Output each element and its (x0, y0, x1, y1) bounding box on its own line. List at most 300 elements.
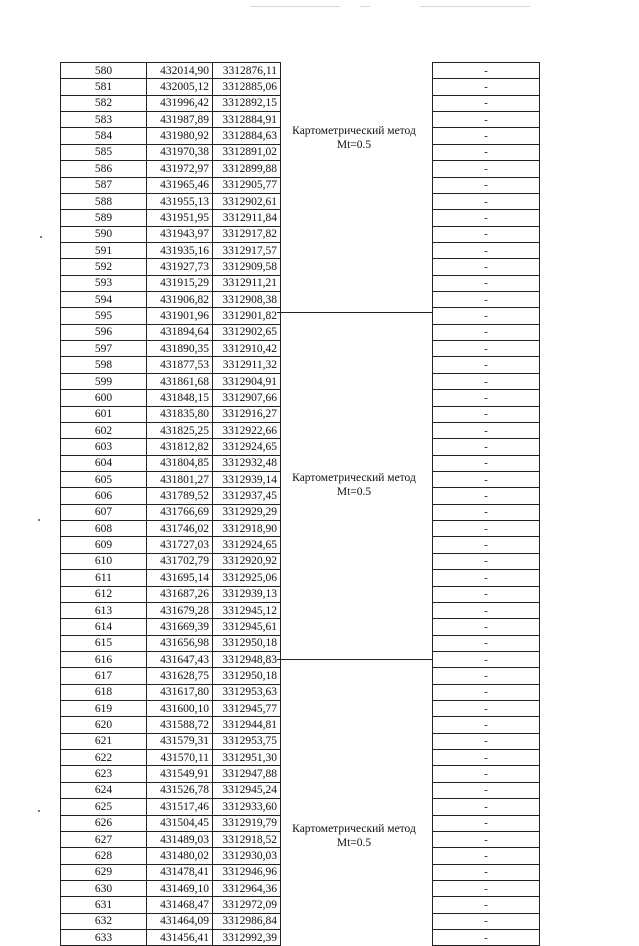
y-coordinate: 3312905,77 (213, 177, 281, 193)
x-coordinate: 431980,92 (147, 128, 213, 144)
x-coordinate: 431955,13 (147, 193, 213, 209)
point-number: 625 (61, 799, 147, 815)
x-coordinate: 431927,73 (147, 259, 213, 275)
x-coordinate: 431600,10 (147, 701, 213, 717)
table-row (61, 668, 281, 684)
dash-cell: - (433, 324, 540, 340)
y-coordinate: 3312918,90 (213, 521, 281, 537)
method-label-1 (284, 124, 424, 152)
scan-speck (38, 810, 40, 812)
table-row (433, 766, 540, 782)
y-coordinate: 3312920,92 (213, 553, 281, 569)
table-row (61, 553, 281, 569)
point-number: 600 (61, 390, 147, 406)
dash-cell: - (433, 619, 540, 635)
coordinates-table (60, 62, 281, 946)
dash-cell: - (433, 193, 540, 209)
dash-cell: - (433, 161, 540, 177)
y-coordinate: 3312946,96 (213, 864, 281, 880)
y-coordinate: 3312917,82 (213, 226, 281, 242)
x-coordinate: 431656,98 (147, 635, 213, 651)
point-number: 612 (61, 586, 147, 602)
dash-cell: - (433, 913, 540, 929)
point-number: 619 (61, 701, 147, 717)
table-row (61, 750, 281, 766)
x-coordinate: 431579,31 (147, 733, 213, 749)
dash-cell: - (433, 602, 540, 618)
table-row (433, 95, 540, 111)
x-coordinate: 431766,69 (147, 504, 213, 520)
dash-cell: - (433, 210, 540, 226)
dash-cell: - (433, 406, 540, 422)
dash-cell: - (433, 422, 540, 438)
table-row (61, 897, 281, 913)
point-number: 594 (61, 292, 147, 308)
table-row (433, 161, 540, 177)
point-number: 606 (61, 488, 147, 504)
point-number: 581 (61, 79, 147, 95)
dash-cell: - (433, 95, 540, 111)
point-number: 631 (61, 897, 147, 913)
table-row (433, 488, 540, 504)
table-row (61, 79, 281, 95)
y-coordinate: 3312945,61 (213, 619, 281, 635)
table-row (433, 390, 540, 406)
x-coordinate: 431526,78 (147, 782, 213, 798)
y-coordinate: 3312885,06 (213, 79, 281, 95)
dash-cell: - (433, 488, 540, 504)
y-coordinate: 3312932,48 (213, 455, 281, 471)
dash-cell: - (433, 373, 540, 389)
scan-speck (40, 236, 42, 238)
x-coordinate: 431825,25 (147, 422, 213, 438)
x-coordinate: 431906,82 (147, 292, 213, 308)
point-number: 588 (61, 193, 147, 209)
dash-cell: - (433, 390, 540, 406)
x-coordinate: 431687,26 (147, 586, 213, 602)
dash-cell: - (433, 750, 540, 766)
table-row (433, 112, 540, 128)
table-row (61, 537, 281, 553)
table-row (61, 112, 281, 128)
table-row (433, 144, 540, 160)
scan-speck (38, 519, 40, 521)
table-row (61, 864, 281, 880)
x-coordinate: 431951,95 (147, 210, 213, 226)
table-row (433, 537, 540, 553)
table-row (61, 782, 281, 798)
x-coordinate: 432005,12 (147, 79, 213, 95)
point-number: 585 (61, 144, 147, 160)
dash-cell: - (433, 799, 540, 815)
x-coordinate: 431702,79 (147, 553, 213, 569)
dash-cell: - (433, 880, 540, 896)
x-coordinate: 431679,28 (147, 602, 213, 618)
table-row (433, 602, 540, 618)
point-number: 632 (61, 913, 147, 929)
table-row (433, 79, 540, 95)
y-coordinate: 3312924,65 (213, 439, 281, 455)
y-coordinate: 3312950,18 (213, 635, 281, 651)
table-row (61, 619, 281, 635)
point-number: 601 (61, 406, 147, 422)
x-coordinate: 431943,97 (147, 226, 213, 242)
point-number: 597 (61, 341, 147, 357)
table-row (433, 275, 540, 291)
table-row (433, 226, 540, 242)
point-number: 615 (61, 635, 147, 651)
y-coordinate: 3312953,63 (213, 684, 281, 700)
point-number: 609 (61, 537, 147, 553)
point-number: 593 (61, 275, 147, 291)
table-row (61, 324, 281, 340)
x-coordinate: 431996,42 (147, 95, 213, 111)
table-row (433, 635, 540, 651)
dash-cell: - (433, 782, 540, 798)
y-coordinate: 3312929,29 (213, 504, 281, 520)
x-coordinate: 431970,38 (147, 144, 213, 160)
point-number: 586 (61, 161, 147, 177)
x-coordinate: 431835,80 (147, 406, 213, 422)
y-coordinate: 3312953,75 (213, 733, 281, 749)
dash-cell: - (433, 357, 540, 373)
x-coordinate: 431801,27 (147, 471, 213, 487)
point-number: 583 (61, 112, 147, 128)
x-coordinate: 431812,82 (147, 439, 213, 455)
x-coordinate: 431504,45 (147, 815, 213, 831)
point-number: 595 (61, 308, 147, 324)
point-number: 584 (61, 128, 147, 144)
table-row (61, 733, 281, 749)
table-row (433, 570, 540, 586)
table-row (61, 701, 281, 717)
y-coordinate: 3312902,61 (213, 193, 281, 209)
y-coordinate: 3312951,30 (213, 750, 281, 766)
point-number: 602 (61, 422, 147, 438)
table-row (433, 733, 540, 749)
table-row (433, 210, 540, 226)
point-number: 605 (61, 471, 147, 487)
table-row (433, 553, 540, 569)
table-row (433, 651, 540, 667)
x-coordinate: 431549,91 (147, 766, 213, 782)
point-number: 629 (61, 864, 147, 880)
x-coordinate: 431901,96 (147, 308, 213, 324)
table-row (61, 570, 281, 586)
y-coordinate: 3312911,32 (213, 357, 281, 373)
table-row (433, 880, 540, 896)
dash-cell: - (433, 226, 540, 242)
point-number: 589 (61, 210, 147, 226)
dash-cell: - (433, 308, 540, 324)
table-row (61, 717, 281, 733)
point-number: 587 (61, 177, 147, 193)
point-number: 607 (61, 504, 147, 520)
y-coordinate: 3312919,79 (213, 815, 281, 831)
point-number: 614 (61, 619, 147, 635)
point-number: 626 (61, 815, 147, 831)
x-coordinate: 431727,03 (147, 537, 213, 553)
dash-cell: - (433, 439, 540, 455)
dash-cell: - (433, 177, 540, 193)
x-coordinate: 431965,46 (147, 177, 213, 193)
table-row (61, 308, 281, 324)
dash-cell: - (433, 292, 540, 308)
x-coordinate: 431570,11 (147, 750, 213, 766)
y-coordinate: 3312902,65 (213, 324, 281, 340)
y-coordinate: 3312986,84 (213, 913, 281, 929)
table-row (433, 373, 540, 389)
x-coordinate: 431480,02 (147, 848, 213, 864)
point-number: 603 (61, 439, 147, 455)
dash-cell: - (433, 815, 540, 831)
point-number: 620 (61, 717, 147, 733)
dash-cell: - (433, 455, 540, 471)
table-row (433, 750, 540, 766)
dash-cell: - (433, 635, 540, 651)
table-row (61, 373, 281, 389)
table-row (61, 210, 281, 226)
y-coordinate: 3312899,88 (213, 161, 281, 177)
x-coordinate: 432014,90 (147, 63, 213, 79)
y-coordinate: 3312876,11 (213, 63, 281, 79)
dash-cell: - (433, 521, 540, 537)
point-number: 599 (61, 373, 147, 389)
x-coordinate: 431628,75 (147, 668, 213, 684)
dash-cell: - (433, 864, 540, 880)
y-coordinate: 3312972,09 (213, 897, 281, 913)
table-row (61, 406, 281, 422)
point-number: 623 (61, 766, 147, 782)
dash-cell: - (433, 144, 540, 160)
dash-cell: - (433, 831, 540, 847)
table-row (433, 864, 540, 880)
table-row (61, 275, 281, 291)
y-coordinate: 3312908,38 (213, 292, 281, 308)
dash-cell: - (433, 586, 540, 602)
table-row (433, 521, 540, 537)
y-coordinate: 3312933,60 (213, 799, 281, 815)
point-number: 630 (61, 880, 147, 896)
x-coordinate: 431489,03 (147, 831, 213, 847)
table-row (433, 913, 540, 929)
table-row (433, 259, 540, 275)
table-row (433, 799, 540, 815)
point-number: 613 (61, 602, 147, 618)
x-coordinate: 431468,47 (147, 897, 213, 913)
method-label-3 (284, 822, 424, 850)
table-row (433, 831, 540, 847)
table-row (61, 439, 281, 455)
table-row (433, 292, 540, 308)
point-number: 624 (61, 782, 147, 798)
x-coordinate: 431647,43 (147, 651, 213, 667)
table-row (61, 422, 281, 438)
table-row (61, 880, 281, 896)
scan-mark (360, 6, 370, 7)
x-coordinate: 431456,41 (147, 930, 213, 946)
table-row (433, 930, 540, 946)
dash-cell: - (433, 717, 540, 733)
dash-cell: - (433, 79, 540, 95)
x-coordinate: 431890,35 (147, 341, 213, 357)
method-divider (277, 659, 432, 660)
x-coordinate: 431894,64 (147, 324, 213, 340)
table-row (433, 177, 540, 193)
scan-mark (420, 6, 530, 7)
method-accuracy: Mt=0.5 (336, 486, 372, 498)
dash-cell: - (433, 112, 540, 128)
table-row (61, 488, 281, 504)
y-coordinate: 3312950,18 (213, 668, 281, 684)
method-name: Картометрический метод (292, 125, 416, 137)
table-row (433, 439, 540, 455)
point-number: 628 (61, 848, 147, 864)
table-row (433, 684, 540, 700)
dash-cell: - (433, 553, 540, 569)
y-coordinate: 3312964,36 (213, 880, 281, 896)
x-coordinate: 431669,39 (147, 619, 213, 635)
table-row (61, 177, 281, 193)
point-number: 590 (61, 226, 147, 242)
table-row (61, 635, 281, 651)
table-row (61, 766, 281, 782)
table-row (433, 815, 540, 831)
point-number: 598 (61, 357, 147, 373)
dash-cell: - (433, 242, 540, 258)
y-coordinate: 3312916,27 (213, 406, 281, 422)
y-coordinate: 3312884,63 (213, 128, 281, 144)
dash-cell: - (433, 684, 540, 700)
point-number: 596 (61, 324, 147, 340)
table-row (433, 422, 540, 438)
dash-cell: - (433, 930, 540, 946)
x-coordinate: 431935,16 (147, 242, 213, 258)
y-coordinate: 3312901,82 (213, 308, 281, 324)
y-coordinate: 3312939,13 (213, 586, 281, 602)
table-row (433, 341, 540, 357)
x-coordinate: 431478,41 (147, 864, 213, 880)
y-coordinate: 3312948,83 (213, 651, 281, 667)
y-coordinate: 3312937,45 (213, 488, 281, 504)
table-row (61, 161, 281, 177)
point-number: 592 (61, 259, 147, 275)
table-row (433, 586, 540, 602)
y-coordinate: 3312922,66 (213, 422, 281, 438)
table-row (433, 308, 540, 324)
method-accuracy: Mt=0.5 (336, 837, 372, 849)
dash-cell: - (433, 504, 540, 520)
table-row (61, 913, 281, 929)
x-coordinate: 431804,85 (147, 455, 213, 471)
x-coordinate: 431464,09 (147, 913, 213, 929)
table-row (433, 619, 540, 635)
x-coordinate: 431789,52 (147, 488, 213, 504)
table-row (61, 799, 281, 815)
dash-cell: - (433, 128, 540, 144)
point-number: 618 (61, 684, 147, 700)
table-row (61, 455, 281, 471)
point-number: 633 (61, 930, 147, 946)
table-row (61, 504, 281, 520)
table-row (433, 848, 540, 864)
dash-cell: - (433, 668, 540, 684)
point-number: 627 (61, 831, 147, 847)
y-coordinate: 3312917,57 (213, 242, 281, 258)
y-coordinate: 3312911,21 (213, 275, 281, 291)
table-row (433, 128, 540, 144)
table-row (61, 259, 281, 275)
table-row (61, 95, 281, 111)
point-number: 582 (61, 95, 147, 111)
table-row (433, 782, 540, 798)
dash-cell: - (433, 733, 540, 749)
table-row (61, 848, 281, 864)
table-row (61, 471, 281, 487)
point-number: 591 (61, 242, 147, 258)
method-name: Картометрический метод (292, 472, 416, 484)
table-row (61, 341, 281, 357)
table-row (61, 586, 281, 602)
table-row (433, 63, 540, 79)
point-number: 617 (61, 668, 147, 684)
x-coordinate: 431987,89 (147, 112, 213, 128)
y-coordinate: 3312910,42 (213, 341, 281, 357)
x-coordinate: 431517,46 (147, 799, 213, 815)
dash-cell: - (433, 471, 540, 487)
y-coordinate: 3312947,88 (213, 766, 281, 782)
table-row (433, 455, 540, 471)
table-row (61, 651, 281, 667)
dash-cell: - (433, 537, 540, 553)
table-row (433, 242, 540, 258)
y-coordinate: 3312945,24 (213, 782, 281, 798)
table-row (61, 242, 281, 258)
y-coordinate: 3312891,02 (213, 144, 281, 160)
y-coordinate: 3312924,65 (213, 537, 281, 553)
y-coordinate: 3312911,84 (213, 210, 281, 226)
table-row (433, 701, 540, 717)
table-row (61, 684, 281, 700)
x-coordinate: 431617,80 (147, 684, 213, 700)
method-label-2 (284, 471, 424, 499)
scan-mark (250, 6, 340, 7)
method-name: Картометрический метод (292, 823, 416, 835)
method-accuracy: Mt=0.5 (336, 139, 372, 151)
table-row (61, 930, 281, 946)
table-row (61, 63, 281, 79)
table-row (61, 226, 281, 242)
point-number: 621 (61, 733, 147, 749)
point-number: 608 (61, 521, 147, 537)
y-coordinate: 3312909,58 (213, 259, 281, 275)
dash-cell: - (433, 63, 540, 79)
dash-cell: - (433, 766, 540, 782)
method-divider (277, 312, 432, 313)
y-coordinate: 3312939,14 (213, 471, 281, 487)
table-row (61, 831, 281, 847)
y-coordinate: 3312884,91 (213, 112, 281, 128)
table-row (433, 357, 540, 373)
x-coordinate: 431877,53 (147, 357, 213, 373)
dash-cell: - (433, 570, 540, 586)
table-row (433, 504, 540, 520)
point-number: 611 (61, 570, 147, 586)
y-coordinate: 3312907,66 (213, 390, 281, 406)
table-row (433, 897, 540, 913)
point-number: 622 (61, 750, 147, 766)
y-coordinate: 3312930,03 (213, 848, 281, 864)
